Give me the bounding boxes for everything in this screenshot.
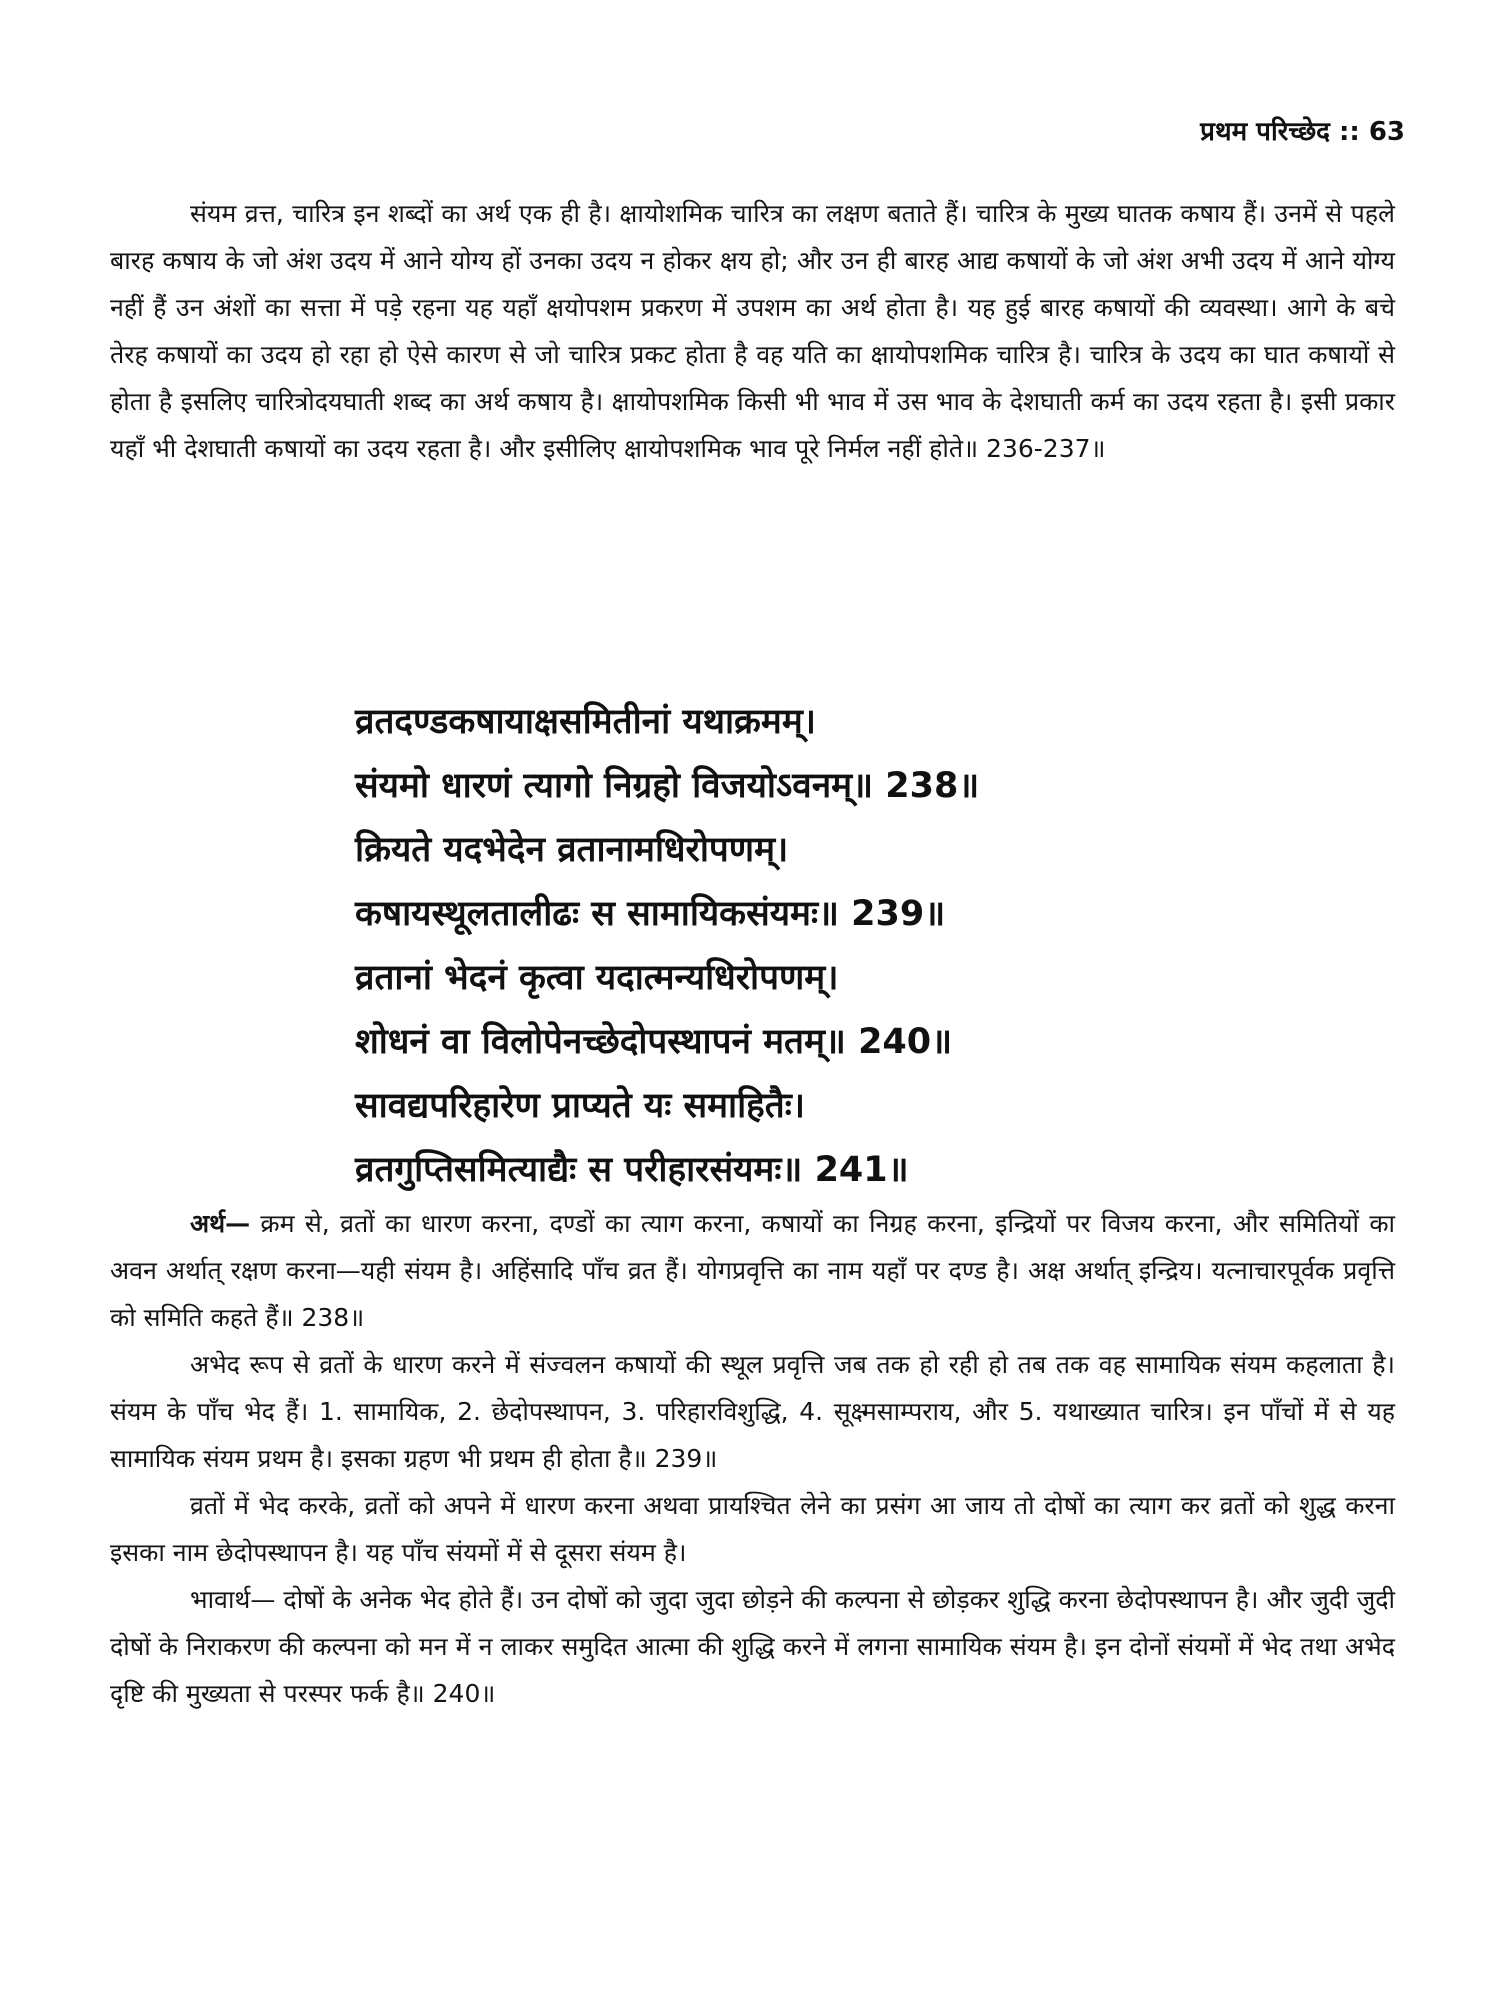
paragraph: अभेद रूप से व्रतों के धारण करने में संज्वलन कषायों की स्थूल प्रवृत्ति जब तक हो रही हो तब तक वह सामायिक संयम कहलाता है। संयम के पाँच भेद हैं। 1. सामायिक, 2. छेदोपस्थापन, 3. परिहारविशुद्धि, 4. सूक्ष्मसाम्पराय, और 5. यथाख्यात चारित्र। इन पाँचों में से यह सामायिक संयम प्रथम है। इसका ग्रहण भी प्रथम ही होता है॥ 239॥: [110, 1350, 1395, 1473]
verse-line: कषायस्थूलतालीढः स सामायिकसंयमः॥ 239॥: [355, 894, 946, 934]
verse-line: व्रतदण्डकषायाक्षसमितीनां यथाक्रमम्।: [355, 702, 817, 742]
paragraph: व्रतों में भेद करके, व्रतों को अपने में धारण करना अथवा प्रायश्चित लेने का प्रसंग आ जाय तो दोषों का त्याग कर व्रतों को शुद्ध करना इसका नाम छेदोपस्थापन है। यह पाँच संयमों में से दूसरा संयम है।: [110, 1491, 1395, 1567]
verse-line: व्रतगुप्तिसमित्याद्यैः स परीहारसंयमः॥ 241॥: [355, 1150, 909, 1190]
meaning-section: [110, 1200, 1395, 1717]
verse-line: सावद्यपरिहारेण प्राप्यते यः समाहितैः।: [355, 1086, 806, 1126]
meaning-paragraph: [110, 1200, 1395, 1341]
meaning-text: क्रम से, व्रतों का धारण करना, दण्डों का त्याग करना, कषायों का निग्रह करना, इन्द्रियों पर विजय करना, और समितियों का अवन अर्थात् रक्षण करना—यही संयम है। अहिंसादि पाँच व्रत हैं। योगप्रवृत्ति का नाम यहाँ पर दण्ड है। अक्ष अर्थात् इन्द्रिय। यत्नाचारपूर्वक प्रवृत्ति को समिति कहते हैं॥ 238॥: [110, 1209, 1395, 1332]
paragraph: भावार्थ— दोषों के अनेक भेद होते हैं। उन दोषों को जुदा जुदा छोड़ने की कल्पना से छोड़कर शुद्धि करना छेदोपस्थापन है। और जुदी जुदी दोषों के निराकरण की कल्पना को मन में न लाकर समुदित आत्मा की शुद्धि करने में लगना सामायिक संयम है। इन दोनों संयमों में भेद तथा अभेद दृष्टि की मुख्यता से परस्पर फर्क है॥ 240॥: [110, 1585, 1395, 1708]
commentary-intro: [110, 190, 1395, 472]
paragraph: संयम व्रत्त, चारित्र इन शब्दों का अर्थ एक ही है। क्षायोशमिक चारित्र का लक्षण बताते हैं। चारित्र के मुख्य घातक कषाय हैं। उनमें से पहले बारह कषाय के जो अंश उदय में आने योग्य हों उनका उदय न होकर क्षय हो; और उन ही बारह आद्य कषायों के जो अंश अभी उदय में आने योग्य नहीं हैं उन अंशों का सत्ता में पड़े रहना यह यहाँ क्षयोपशम प्रकरण में उपशम का अर्थ होता है। यह हुई बारह कषायों की व्यवस्था। आगे के बचे तेरह कषायों का उदय हो रहा हो ऐसे कारण से जो चारित्र प्रकट होता है वह यति का क्षायोपशमिक चारित्र है। चारित्र के उदय का घात कषायों से होता है इसलिए चारित्रोदयघाती शब्द का अर्थ कषाय है। क्षायोपशमिक किसी भी भाव में उस भाव के देशघाती कर्म का उदय रहता है। इसी प्रकार यहाँ भी देशघाती कषायों का उदय रहता है। और इसीलिए क्षायोपशमिक भाव पूरे निर्मल नहीं होते॥ 236-237॥: [110, 199, 1395, 463]
verse-line: शोधनं वा विलोपेनच्छेदोपस्थापनं मतम्॥ 240॥: [355, 1022, 953, 1062]
verse-line: क्रियते यदभेदेन व्रतानामधिरोपणम्।: [355, 830, 789, 870]
verse-line: व्रतानां भेदनं कृत्वा यदात्मन्यधिरोपणम्।: [355, 958, 839, 998]
meaning-label: अर्थ—: [190, 1209, 251, 1238]
verse-line: संयमो धारणं त्यागो निग्रहो विजयोऽवनम्॥ 238॥: [355, 766, 980, 806]
sanskrit-verses: [355, 690, 1355, 1202]
running-header: प्रथम परिच्छेद :: 63: [1200, 117, 1405, 147]
